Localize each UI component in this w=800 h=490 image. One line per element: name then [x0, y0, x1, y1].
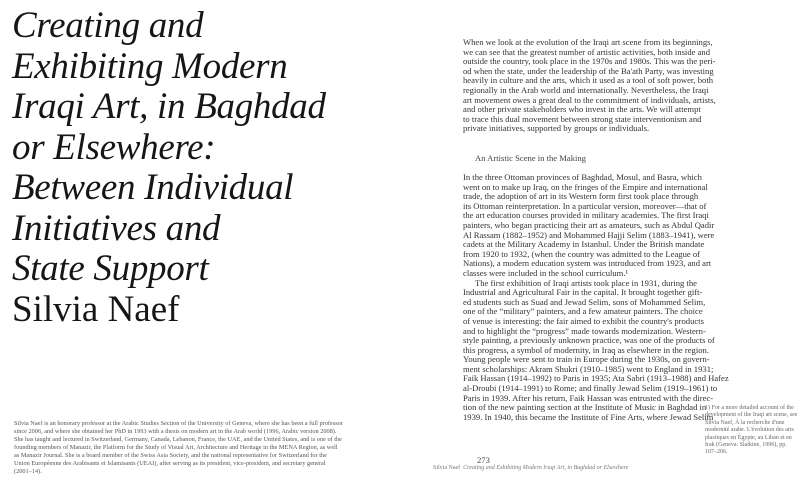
title-line: Iraqi Art, in Baghdad	[12, 86, 326, 127]
text-line: painters, who began practicing their art as amateurs, such as Abdul Qadir	[463, 219, 715, 230]
text-line: tion of the new painting section at the Institute of Music in Baghdad in	[463, 402, 707, 413]
text-line: In the three Ottoman provinces of Baghdad, Mosul, and Basra, which	[463, 172, 702, 182]
text-line: Al Rassam (1882–1952) and Mohammed Hajji Selim (1883–1941), were	[463, 229, 715, 240]
footer-title: Creating and Exhibiting Modern Iraqi Art, in Baghdad or Elsewhere	[463, 465, 629, 471]
text-line: The first exhibition of Iraqi artists took place in 1931, during the	[475, 277, 697, 288]
intro-paragraph	[463, 37, 716, 134]
author-bio: Silvia Naef is an honorary professor at the Arabic Studies Section of the University of Geneva, where she has been a full professor since 2006, and where she obtained her PhD in 1993 with a thesis on modern art in the Arab world (1996, Arabic version 2008). She has taught and lectured in Switzerland, Germany, Canada, Lebanon, France, the UAE, and the United States, and is one of the founding members of Manazir, the Platform for the Study of Visual Art, Architecture and Heritage in the MENA Region, as well as Manazir Journal. She is a board member of the Swiss Asia Society, and the national representative for Switzerland for the Union Européenne des Arabisants et Islamisants (UEAI), after serving as its president, vice-president, and secretary general (2001–14).	[14, 420, 343, 475]
text-line: and other private stakeholders who invest in the arts. We will attempt	[463, 104, 701, 115]
text-line: 1939. In 1940, this became the Institute of Fine Arts, where Jewad Selim	[463, 411, 714, 422]
author-name: Silvia Naef	[12, 288, 180, 330]
text-line: of venue is interesting: the fair aimed to exhibit the country's products	[463, 315, 704, 326]
text-line: classes were included in the school curriculum.¹	[463, 267, 629, 278]
text-line: style painting, a previously unknown practice, was one of the products of	[463, 335, 715, 346]
page-number: 273	[477, 455, 490, 465]
body-text	[463, 172, 729, 422]
text-line: art movement owes a great deal to the commitment of individuals, artists,	[463, 94, 716, 105]
running-footer	[433, 465, 628, 471]
text-line: went on to make up Iraq, on the fringes of the Empire and international	[463, 181, 708, 192]
text-line: we can see that the greatest number of artistic activities, both inside and	[463, 46, 710, 57]
text-line: Nations), a modern education system was introduced from 1923, and art	[463, 258, 712, 269]
section-heading: An Artistic Scene in the Making	[475, 153, 586, 163]
text-line: trade, the adoption of art in its Western form first took place through	[463, 191, 699, 202]
footer-author: Silvia Naef	[433, 465, 461, 471]
title-line: Initiatives and	[12, 207, 221, 249]
text-line: the art education courses provided in military academies. The first Iraqi	[463, 210, 709, 221]
text-line: outside the country, took place in the 1970s and 1980s. This was the peri-	[463, 56, 716, 67]
text-line: When we look at the evolution of the Iraqi art scene from its beginnings,	[463, 37, 713, 47]
text-line: Faik Hassan (1914–1992) to Paris in 1935; Ata Sabri (1913–1988) and Hafez	[463, 373, 729, 384]
text-line: cadets at the Military Academy in Istanbul. Under the British mandate	[463, 239, 705, 250]
text-line: its Ottoman reinterpretation. In a particular version, moreover—that of	[463, 200, 707, 211]
text-line: Young people were sent to train in Europe during the 1930s, on govern-	[463, 354, 710, 365]
footnote: 1) For a more detailed account of the development of the Iraqi art scene, see Silvia Naef, À la recherche d'une modernité arabe. L'évolution des arts plastiques en Égypte, au Liban et en Irak (Geneva: Slatkine, 1996), pp. 107–206.	[705, 405, 798, 456]
title-line: State Support	[12, 248, 209, 289]
title-line: Between Individual	[12, 167, 294, 208]
text-line: and to highlight the “progress” made towards modernization. Western-	[463, 325, 706, 336]
text-line: Paris in 1939. After his return, Faik Hassan was entrusted with the direc-	[463, 392, 714, 403]
title-line: or Elsewhere:	[12, 126, 216, 168]
text-line: one of the “military” painters, and a few amateur painters. The choice	[463, 306, 703, 317]
title-line: Creating and	[12, 5, 204, 46]
text-line: private initiatives, supported by groups or individuals.	[463, 123, 650, 134]
chapter-title	[12, 6, 412, 330]
text-line: od when the state, under the leadership of the Ba'ath Party, was investing	[463, 65, 714, 76]
text-line: regionally in the Arab world and internationally. Nevertheless, the Iraqi	[463, 84, 709, 95]
text-line: al-Droubi (1914–1991) to Rome; and finally Jewad Selim (1919–1961) to	[463, 383, 718, 394]
text-line: ment scholarships: Akram Shukri (1910–1985) went to England in 1931;	[463, 363, 714, 374]
text-line: ed students such as Suad and Jewad Selim, sons of Mohammed Selim,	[463, 296, 706, 307]
text-line: heavily in culture and the arts, which it used as a tool of soft power, both	[463, 75, 714, 86]
text-line: from 1920 to 1932, (when the country was admitted to the League of	[463, 248, 700, 259]
title-line: Exhibiting Modern	[12, 45, 288, 87]
text-line: this progress, a symbol of modernity, in Iraq as elsewhere in the region.	[463, 344, 709, 355]
text-line: Industrial and Agricultural Fair in the capital. It brought together gift-	[463, 287, 703, 298]
text-line: to trace this dual movement between strong state interventionism and	[463, 113, 702, 124]
